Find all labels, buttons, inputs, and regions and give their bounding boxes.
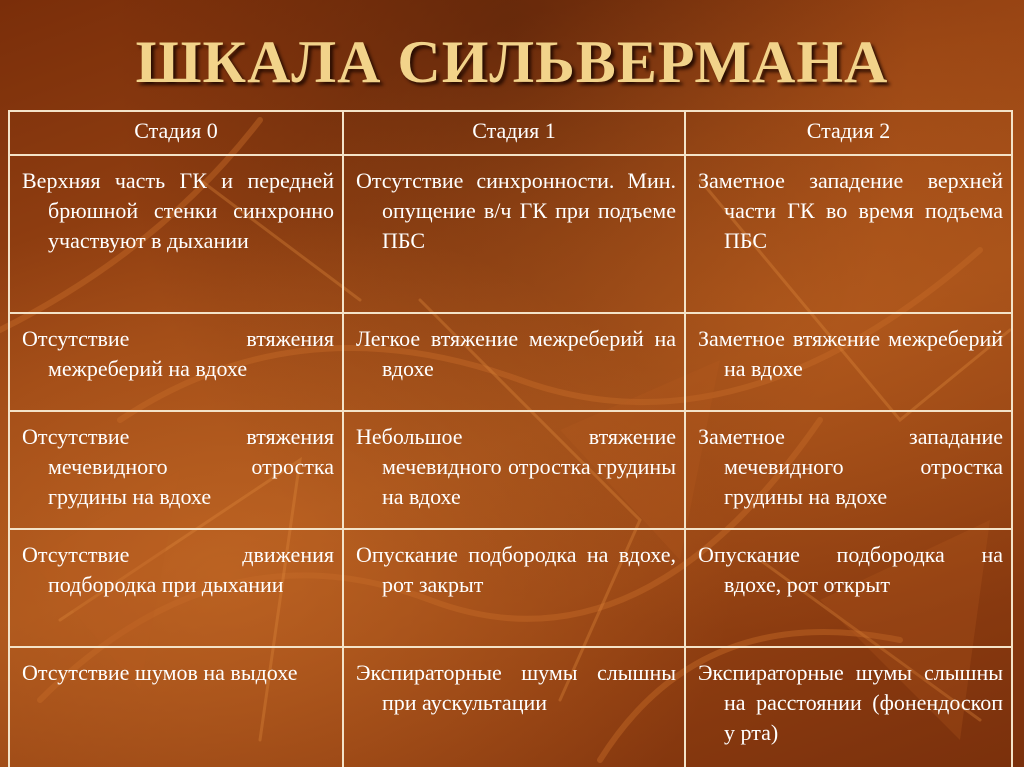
cell-text: Отсутствие движения подбородка при дыхании: [22, 542, 334, 597]
table-cell: [685, 411, 1012, 529]
cell-text: Экспираторные шумы слышны на расстоянии (фонендоскоп у рта): [698, 660, 1003, 745]
table-cell: [343, 411, 685, 529]
table-cell: [343, 647, 685, 767]
cell-text: Опускание подбородка на вдохе, рот закрыт: [356, 542, 676, 597]
table-row: [9, 647, 1012, 767]
header-stage-2: Стадия 2: [685, 111, 1012, 155]
cell-text: Отсутствие синхронности. Мин. опущение в/ч ГК при подъеме ПБС: [356, 168, 676, 253]
table-cell: [9, 647, 343, 767]
cell-text: Заметное втяжение межреберий на вдохе: [698, 326, 1003, 381]
table-cell: [343, 313, 685, 411]
header-stage-0: Стадия 0: [9, 111, 343, 155]
cell-text: Отсутствие втяжения межреберий на вдохе: [22, 326, 334, 381]
cell-text: Небольшое втяжение мечевидного отростка грудины на вдохе: [356, 424, 676, 509]
cell-text: Верхняя часть ГК и передней брюшной стенки синхронно участвуют в дыхании: [22, 168, 334, 253]
cell-text: Отсутствие втяжения мечевидного отростка грудины на вдохе: [22, 424, 334, 509]
cell-text: Заметное западание мечевидного отростка грудины на вдохе: [698, 424, 1003, 509]
table-row: [9, 529, 1012, 647]
table-row: [9, 411, 1012, 529]
table-cell: [685, 155, 1012, 313]
table-cell: [9, 411, 343, 529]
table-cell: [685, 529, 1012, 647]
table-header-row: [9, 111, 1012, 155]
cell-text: Опускание подбородка на вдохе, рот открыт: [698, 542, 1003, 597]
table-row: [9, 155, 1012, 313]
table-cell: [9, 155, 343, 313]
cell-text: Экспираторные шумы слышны при аускультации: [356, 660, 676, 715]
table-cell: [343, 529, 685, 647]
table-cell: [343, 155, 685, 313]
table-cell: [685, 647, 1012, 767]
table-cell: [9, 529, 343, 647]
cell-text: Заметное западение верхней части ГК во время подъема ПБС: [698, 168, 1003, 253]
cell-text: Легкое втяжение межреберий на вдохе: [356, 326, 676, 381]
slide-title: ШКАЛА СИЛЬВЕРМАНА: [135, 29, 889, 95]
silverman-table: [8, 110, 1013, 767]
table-cell: [9, 313, 343, 411]
cell-text: Отсутствие шумов на выдохе: [22, 660, 298, 685]
header-stage-1: Стадия 1: [343, 111, 685, 155]
table-cell: [685, 313, 1012, 411]
table-row: [9, 313, 1012, 411]
